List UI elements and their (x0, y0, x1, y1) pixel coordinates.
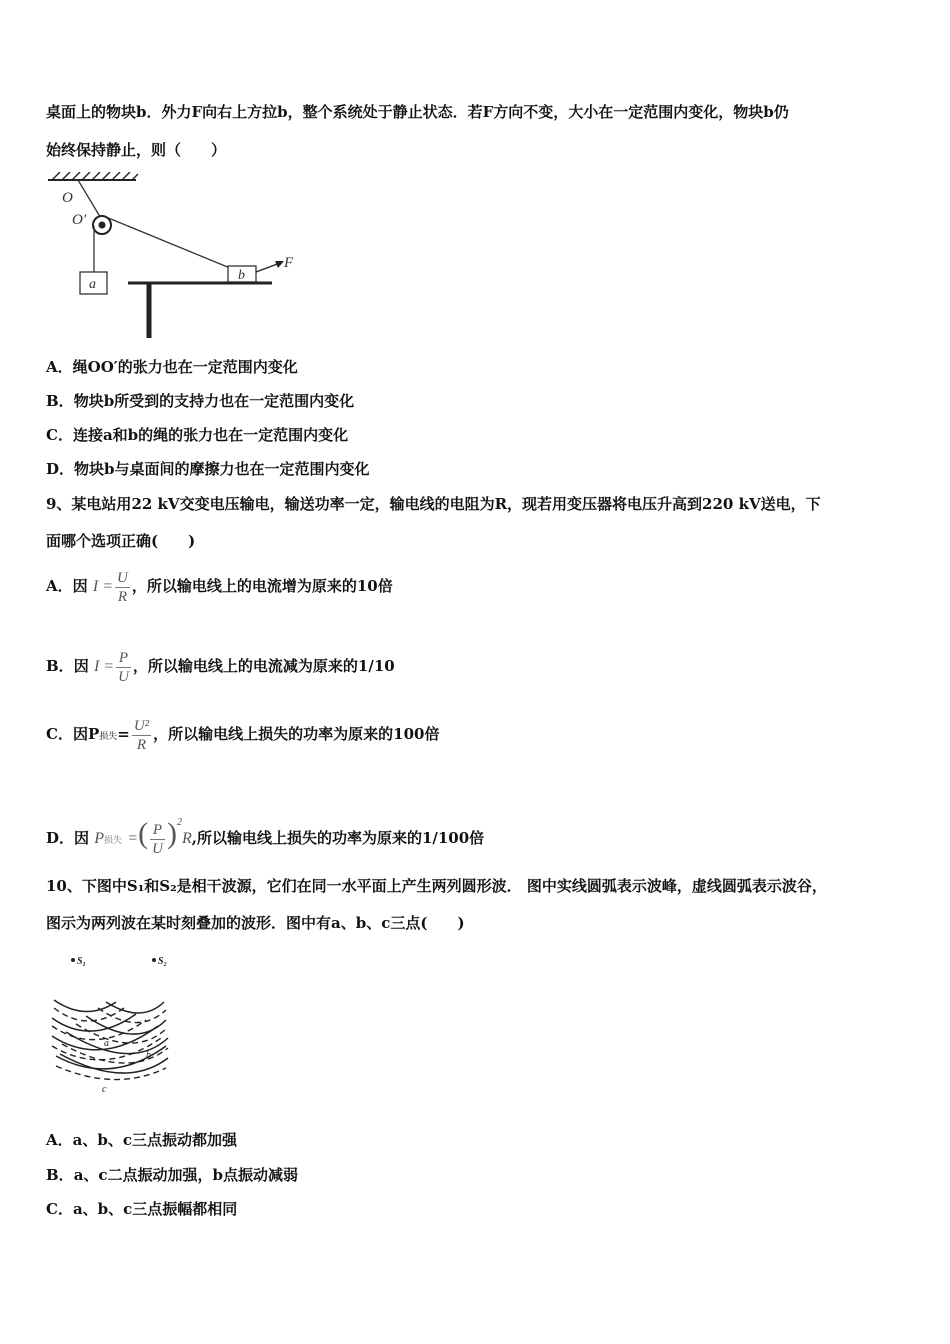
label-O-prime: O′ (72, 212, 87, 228)
option-letter: B． (46, 1166, 74, 1184)
formula-lhs: = (117, 725, 130, 743)
q9-option-c[interactable] (46, 712, 440, 759)
option-text: 连接a和b的绳的张力也在一定范围内变化 (72, 426, 349, 444)
formula-lhs: I = (93, 658, 115, 675)
option-letter: A． (46, 1131, 73, 1149)
label-b: b (238, 268, 245, 283)
q8-option-b[interactable] (46, 391, 354, 411)
q10-option-c[interactable] (46, 1199, 237, 1219)
option-letter: C． (46, 725, 73, 743)
option-text: ,所以输电线上损失的功率为原来的1/100倍 (191, 829, 485, 847)
q10-stem-line1: 10、下图中S₁和S₂是相干波源，它们在同一水平面上产生两列圆形波． 图中实线圆弧表示波峰，虚线圆弧表示波谷， (46, 877, 827, 895)
q9-option-d[interactable]: D．因 P损失 =( $\frac{P}{U}$ )$^2$R,所以输电线上损失的功率为原来的1/100倍 (46, 817, 485, 857)
label-a: a (89, 277, 96, 292)
option-text: a、c二点振动加强，b点振动减弱 (73, 1166, 299, 1184)
option-prefix: 因 (73, 657, 89, 675)
option-prefix: 因 (72, 577, 88, 595)
formula-lhs: P (94, 830, 105, 847)
formula-fraction: $\frac{U}{R}$ (117, 569, 128, 605)
label-s2: S₂ (158, 956, 168, 967)
label-O: O (62, 190, 73, 206)
q8-stem-line2: 始终保持静止，则（ ） (46, 141, 227, 159)
option-letter: B． (46, 392, 74, 410)
q9-option-a[interactable] (46, 566, 393, 607)
label-b: b (146, 1050, 151, 1061)
q10-option-b[interactable] (46, 1165, 298, 1185)
q8-option-a[interactable] (46, 357, 298, 377)
q10-option-a[interactable] (46, 1130, 237, 1150)
subscript: 损失 (104, 836, 123, 846)
q8-option-c[interactable] (46, 425, 348, 445)
option-letter: C． (46, 426, 73, 444)
q10-wave-figure (46, 950, 176, 1100)
option-text: 物块b与桌面间的摩擦力也在一定范围内变化 (74, 460, 370, 478)
option-letter: D． (46, 829, 75, 847)
q10-stem-line2: 图示为两列波在某时刻叠加的波形．图中有a、b、c三点( ) (46, 914, 465, 932)
option-text: ，所以输电线上损失的功率为原来的100倍 (153, 725, 440, 743)
formula-tail: R (181, 830, 192, 847)
formula-fraction: $\frac{P}{U}$ (152, 821, 163, 857)
option-text: ，所以输电线上的电流增为原来的10倍 (131, 577, 393, 595)
q8-option-d[interactable] (46, 459, 370, 479)
formula-lhs: I = (92, 578, 114, 595)
formula-fraction: $\frac{P}{U}$ (118, 649, 129, 685)
option-letter: A． (46, 358, 73, 376)
option-text: 绳OO′的张力也在一定范围内变化 (72, 358, 298, 376)
subscript: 损失 (99, 732, 118, 742)
option-text: 物块b所受到的支持力也在一定范围内变化 (73, 392, 355, 410)
option-text: a、b、c三点振幅都相同 (72, 1200, 238, 1218)
q8-stem-line1: 桌面上的物块b．外力F向右上方拉b，整个系统处于静止状态．若F方向不变，大小在一定范围内变化，物块b仍 (46, 103, 789, 121)
option-letter: A． (46, 577, 73, 595)
label-a: a (104, 1038, 109, 1049)
q9-stem-line1: 9、某电站用22 kV交变电压输电，输送功率一定，输电线的电阻为R，现若用变压器将电压升高到220 kV送电，下 (46, 495, 821, 513)
q8-pulley-figure (44, 172, 304, 342)
option-letter: D． (46, 460, 75, 478)
formula-eq: = (127, 830, 139, 847)
formula-power: 2 (176, 817, 182, 828)
q9-option-b[interactable] (46, 646, 395, 687)
option-prefix: 因P (72, 725, 100, 743)
option-letter: B． (46, 657, 74, 675)
q9-stem-line2: 面哪个选项正确( ) (46, 532, 196, 550)
option-letter: C． (46, 1200, 73, 1218)
label-s1: S₁ (77, 956, 87, 967)
label-F: F (284, 255, 294, 271)
option-text: ，所以输电线上的电流减为原来的1/10 (132, 657, 395, 675)
label-c: c (102, 1084, 107, 1095)
formula-fraction: $\frac{\text{U²}}{R}$ (133, 717, 150, 753)
option-prefix: 因 (74, 829, 90, 847)
option-text: a、b、c三点振动都加强 (72, 1131, 237, 1149)
